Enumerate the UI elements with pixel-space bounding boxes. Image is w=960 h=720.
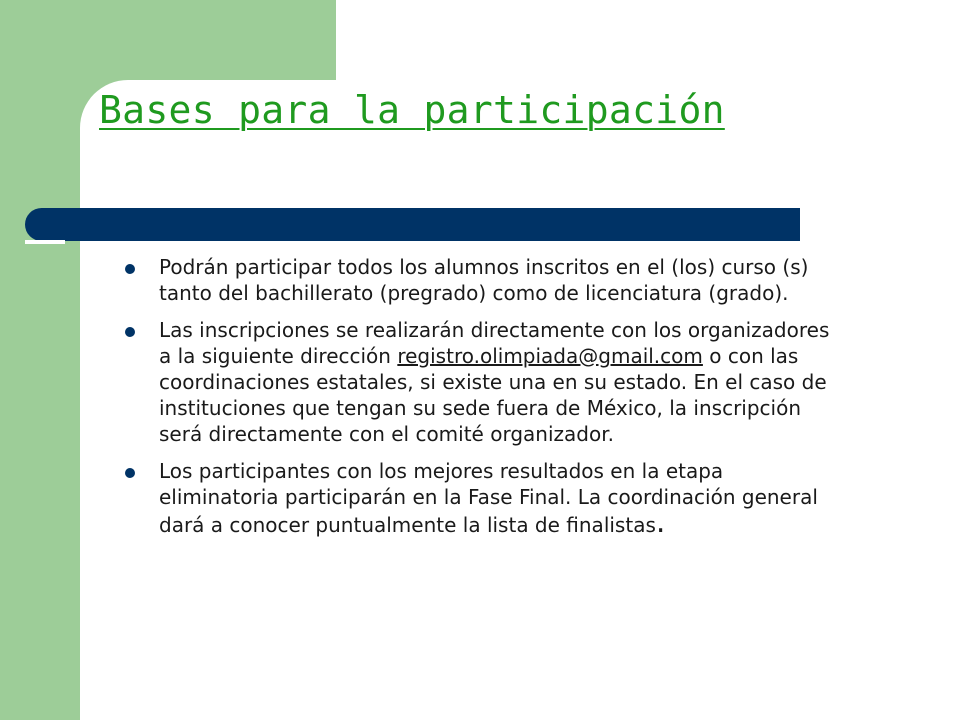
bullet-text-before: Las inscripciones se realizarán directamente con los organizadores a la siguiente dirección — [159, 318, 830, 368]
bullet-dot-icon — [125, 327, 135, 337]
bullet-item-eligibility — [125, 254, 845, 306]
bullet-dot-icon — [125, 264, 135, 274]
bullet-item-registration — [125, 317, 845, 447]
registration-email-link[interactable]: registro.olimpiada@gmail.com — [397, 344, 703, 368]
bullet-list — [125, 254, 845, 549]
bullet-dot-icon — [125, 468, 135, 478]
bullet-text: Los participantes con los mejores resultados en la etapa eliminatoria participarán en la Fase Final. La coordinación general dará a conocer puntualmente la lista de finalistas — [159, 459, 818, 537]
bullet-text-after: o con las coordinaciones estatales, si existe una en su estado. En el caso de instituciones que tengan su sede fuera de México, la inscripción será directamente con el comité organizador. — [159, 344, 827, 446]
bullet-item-final-phase — [125, 458, 845, 538]
slide-title: Bases para la participación — [99, 88, 725, 132]
divider-bar-notch — [25, 240, 65, 244]
top-decor-band — [80, 0, 336, 80]
title-divider-bar — [25, 208, 800, 241]
bullet-text: Podrán participar todos los alumnos inscritos en el (los) curso (s) tanto del bachillerato (pregrado) como de licenciatura (grado). — [159, 255, 809, 305]
bullet-end-mark: . — [655, 505, 666, 540]
left-decor-band — [0, 0, 80, 720]
